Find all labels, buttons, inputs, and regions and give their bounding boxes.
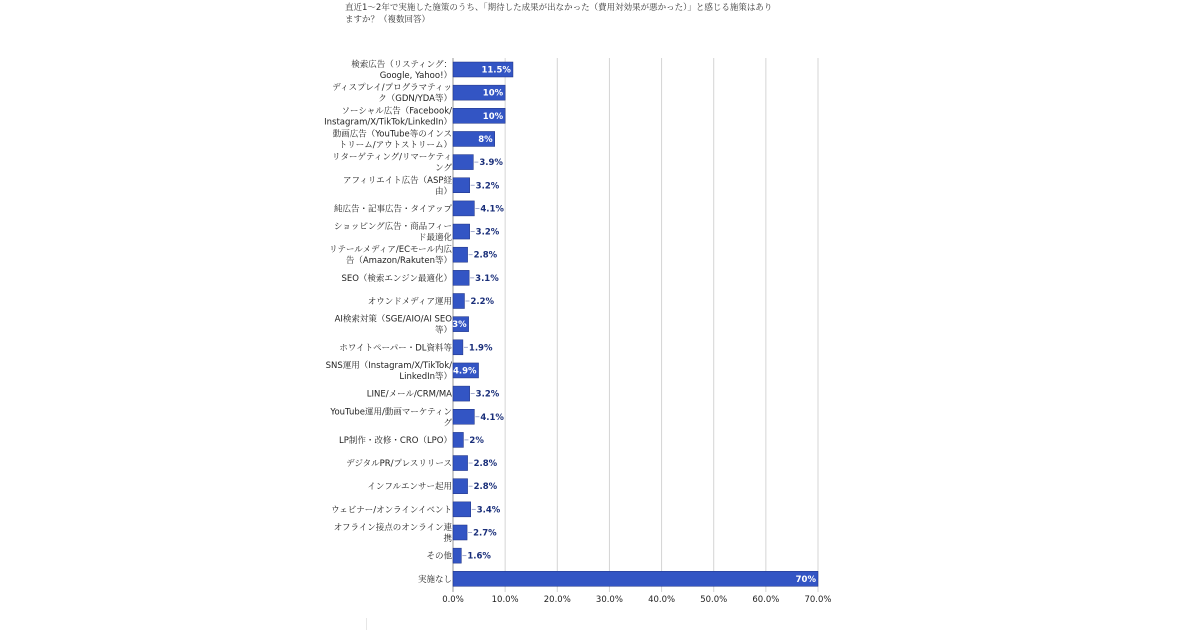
category-label: LinkedIn等） (399, 371, 452, 382)
bar (453, 340, 463, 355)
category-label: リテールメディア/ECモール内広 (329, 245, 452, 256)
bar (453, 270, 469, 285)
bar (453, 571, 818, 586)
data-label: 3.2% (475, 389, 500, 400)
bar (453, 178, 470, 193)
data-label: 3.9% (479, 158, 503, 169)
data-label: 2.8% (473, 482, 498, 493)
data-label: 1.6% (467, 551, 491, 562)
category-label: SNS運用（Instagram/X/TikTok/ (325, 360, 452, 371)
category-label: 携 (443, 534, 452, 544)
bar (453, 224, 470, 239)
category-label: 純広告・記事広告・タイアップ (334, 204, 452, 215)
data-label: 3% (452, 320, 467, 331)
data-label: 3.2% (475, 227, 500, 238)
survey-question: 直近1〜2年で実施した施策のうち、「期待した成果が出なかった（費用対効果が悪かった）」と感じる施策はありますか？（複数回答） (345, 3, 773, 25)
bar (453, 456, 468, 471)
category-label: Instagram/X/TikTok/LinkedIn） (324, 117, 452, 128)
bar (453, 548, 461, 563)
data-label: 2.8% (473, 250, 498, 261)
bar (453, 502, 471, 517)
category-label: YouTube運用/動画マーケティン (330, 407, 452, 418)
x-tick-label: 50.0% (700, 595, 728, 605)
x-tick-label: 40.0% (648, 595, 676, 605)
bar (453, 155, 473, 170)
data-label: 10% (482, 111, 504, 122)
category-label: リターゲティング/リマーケティ (332, 152, 452, 163)
data-label: 4.1% (480, 412, 504, 423)
data-label: 10% (482, 88, 504, 99)
category-label: トリーム/アウトストリーム） (338, 140, 452, 151)
category-label: SEO（検索エンジン最適化） (341, 273, 452, 284)
category-label: LP制作・改修・CRO（LPO） (339, 435, 452, 446)
bar (453, 247, 468, 262)
category-label: Google, Yahoo!） (379, 71, 452, 81)
bar (453, 525, 467, 540)
bar (453, 432, 463, 447)
category-label: ウェビナー/オンラインイベント (331, 505, 452, 516)
category-label: オウンドメディア運用 (367, 297, 452, 307)
category-label: その他 (426, 551, 452, 562)
category-label: 実施なし (417, 574, 452, 585)
x-tick-label: 10.0% (491, 595, 519, 605)
category-label: 告（Amazon/Rakuten等） (345, 256, 452, 267)
category-label: オフライン接点のオンライン連 (333, 523, 452, 533)
gridlines (453, 58, 818, 592)
x-tick-label: 60.0% (752, 595, 780, 605)
category-label: 由） (434, 186, 452, 197)
data-label: 8% (478, 134, 493, 145)
data-label: 2.7% (473, 528, 497, 539)
category-label: デジタルPR/プレスリリース (346, 459, 452, 470)
bars (453, 62, 818, 586)
category-label: LINE/メール/CRM/MA (366, 389, 452, 400)
divider (366, 618, 367, 630)
data-label: 3.2% (475, 181, 500, 192)
x-axis-tick-labels (442, 595, 831, 605)
category-label: 検索広告（リスティング： (351, 60, 452, 70)
data-label: 2% (469, 435, 484, 446)
category-label: アフィリエイト広告（ASP経 (343, 175, 452, 186)
category-label: ング (435, 163, 452, 174)
x-tick-label: 20.0% (543, 595, 571, 605)
x-tick-label: 70.0% (804, 595, 832, 605)
category-label: 動画広告（YouTube等のインス (332, 129, 452, 140)
data-label: 2.2% (470, 297, 495, 307)
category-label: ディスプレイ/プログラマティッ (332, 83, 452, 94)
category-label: AI検索対策（SGE/AIO/AI SEO (334, 314, 452, 325)
data-label: 4.9% (452, 366, 477, 377)
x-tick-label: 30.0% (595, 595, 623, 605)
category-label: 等） (434, 325, 452, 336)
bar (453, 201, 474, 216)
category-label: ソーシャル広告（Facebook/ (341, 106, 452, 117)
category-labels (324, 59, 452, 585)
x-tick-label: 0.0% (442, 595, 464, 605)
bar (453, 409, 474, 424)
bar (453, 386, 470, 401)
value-labels (452, 66, 816, 585)
data-label: 11.5% (481, 65, 511, 76)
category-label: インフルエンサー起用 (367, 482, 452, 493)
bar (453, 479, 468, 494)
data-label: 3.1% (475, 273, 499, 284)
bar (453, 294, 464, 309)
category-label: ホワイトペーパー・DL資料等 (339, 343, 452, 354)
category-label: ド最適化 (417, 233, 452, 244)
category-label: ク（GDN/YDA等） (378, 94, 452, 105)
data-label: 4.1% (480, 204, 504, 215)
category-label: グ (443, 418, 452, 429)
data-label: 2.8% (473, 459, 498, 470)
data-label: 70% (795, 574, 816, 585)
data-label: 3.4% (476, 505, 501, 516)
data-label: 1.9% (468, 343, 493, 354)
category-label: ショッピング広告・商品フィー (334, 222, 452, 233)
